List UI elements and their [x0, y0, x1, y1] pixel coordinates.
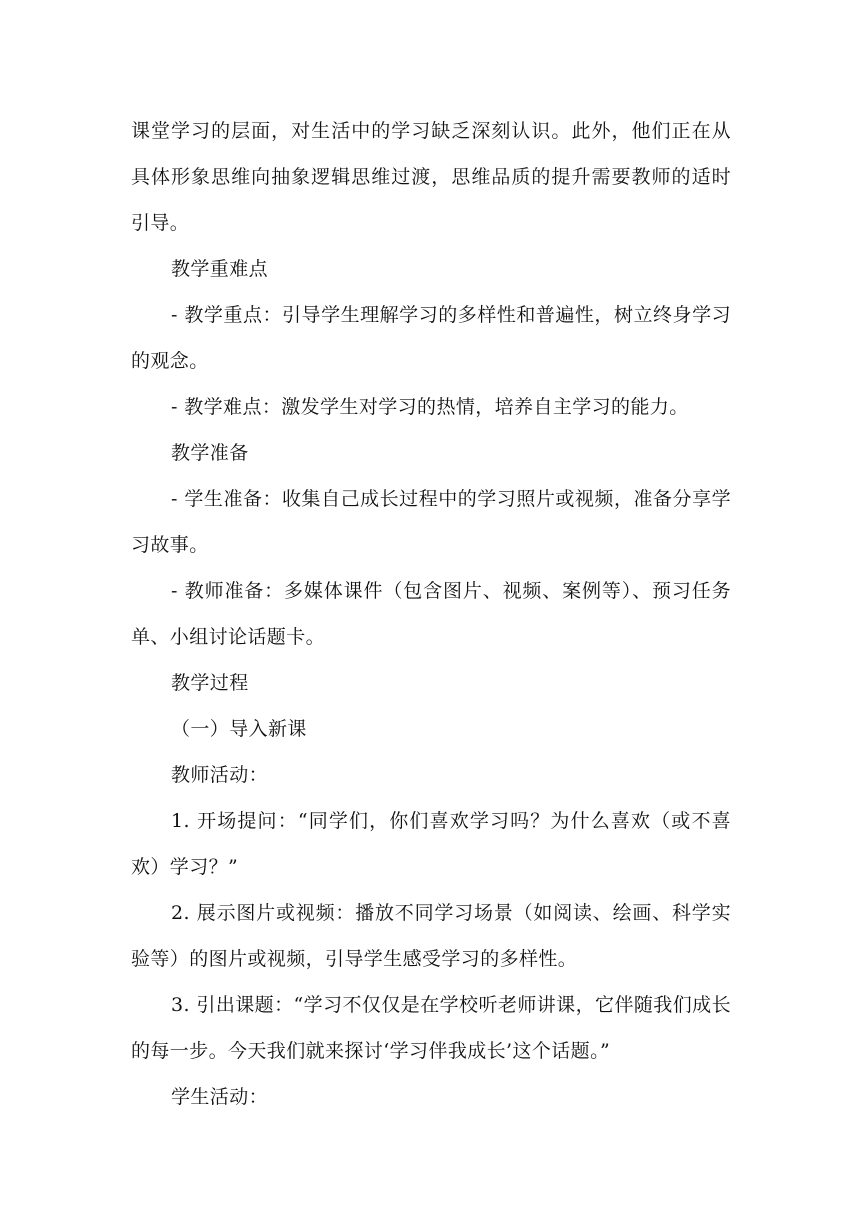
heading-key-difficult-points: 教学重难点 — [171, 258, 269, 280]
heading-teaching-process: 教学过程 — [171, 672, 249, 694]
list-item-student-preparation: - 学生准备：收集自己成长过程中的学习照片或视频，准备分享学习故事。 — [131, 488, 731, 556]
document-body — [131, 108, 731, 1120]
list-item-difficult-point: - 教学难点：激发学生对学习的热情，培养自主学习的能力。 — [171, 396, 689, 418]
label-student-activities: 学生活动： — [171, 1086, 269, 1108]
list-item-introduce-topic: 3. 引出课题：“学习不仅仅是在学校听老师讲课，它伴随我们成长的每一步。今天我们就来探讨‘学习伴我成长’这个话题。” — [131, 994, 731, 1062]
list-item-show-media: 2. 展示图片或视频：播放不同学习场景（如阅读、绘画、科学实验等）的图片或视频，引导学生感受学习的多样性。 — [131, 902, 731, 970]
subheading-introduce-lesson: （一）导入新课 — [171, 718, 307, 740]
label-teacher-activities: 教师活动： — [171, 764, 269, 786]
paragraph-intro-continuation: 课堂学习的层面，对生活中的学习缺乏深刻认识。此外，他们正在从具体形象思维向抽象逻辑思维过渡，思维品质的提升需要教师的适时引导。 — [131, 120, 731, 234]
list-item-teacher-preparation: - 教师准备：多媒体课件（包含图片、视频、案例等）、预习任务单、小组讨论话题卡。 — [131, 580, 731, 648]
heading-teaching-preparation: 教学准备 — [171, 442, 249, 464]
list-item-opening-question: 1. 开场提问：“同学们，你们喜欢学习吗？为什么喜欢（或不喜欢）学习？” — [131, 810, 731, 878]
list-item-key-point: - 教学重点：引导学生理解学习的多样性和普遍性，树立终身学习的观念。 — [131, 304, 731, 372]
